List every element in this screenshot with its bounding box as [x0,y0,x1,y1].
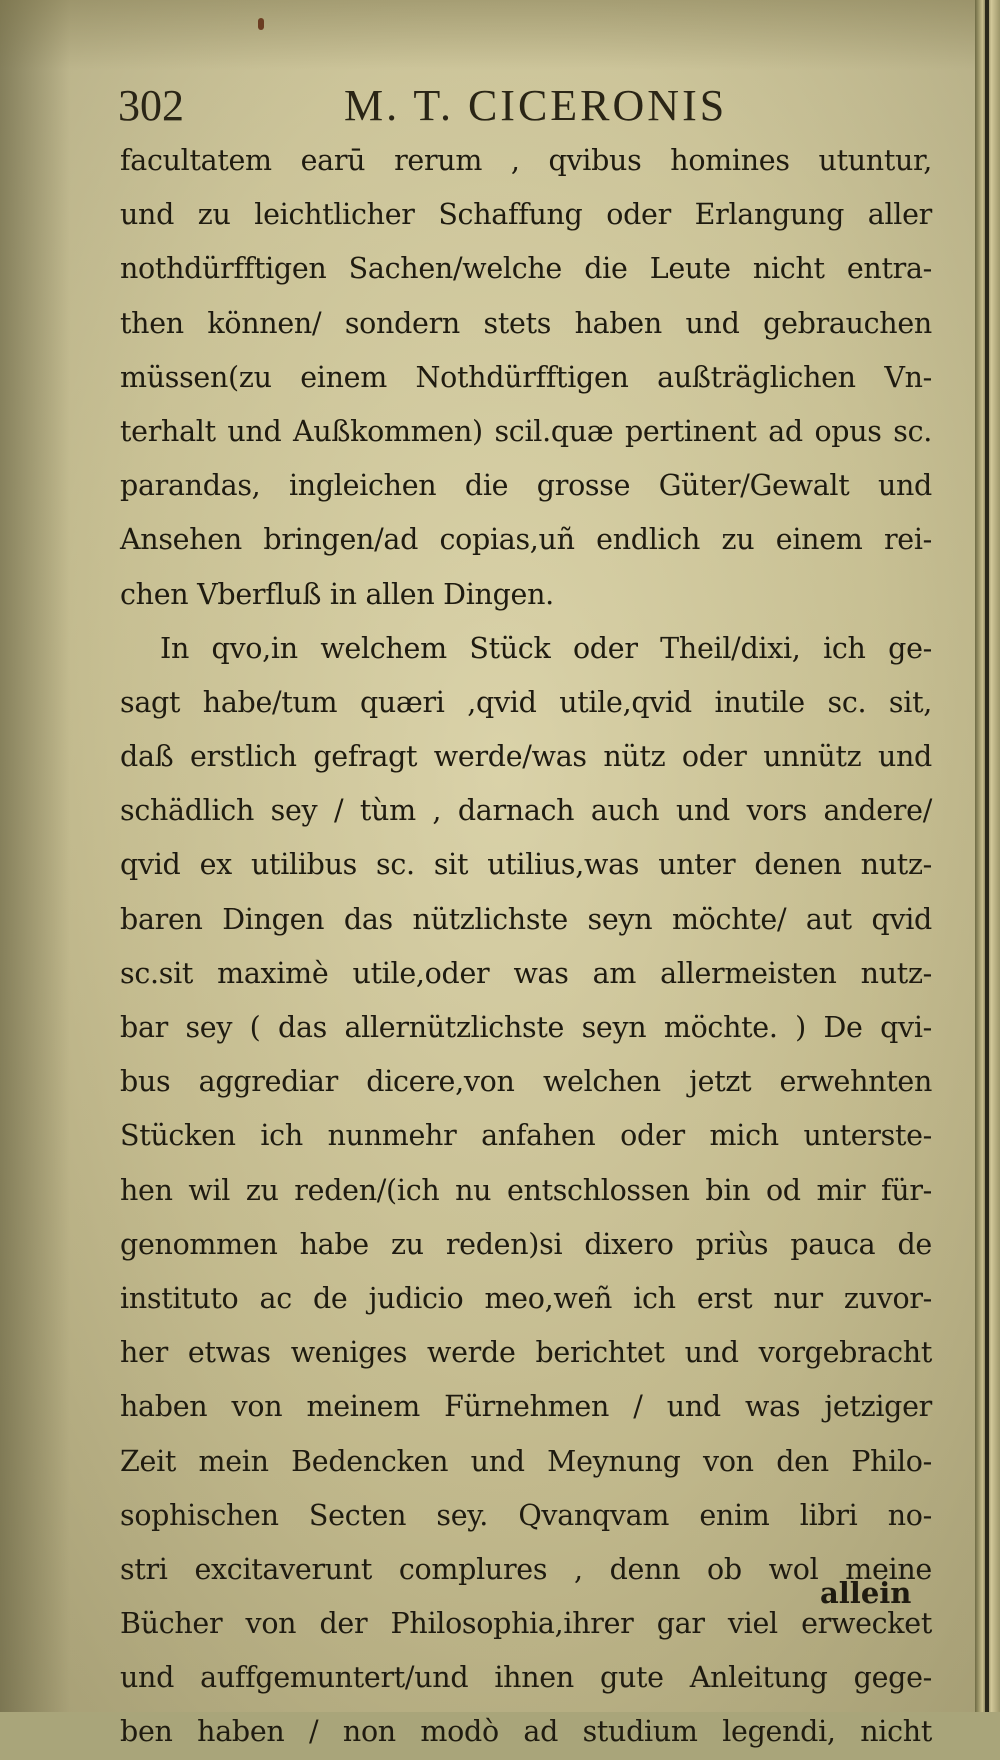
text-line: then können/ sondern stets haben und gebrauchen [120,306,932,340]
paragraph-start-line: In qvo,in welchem Stück oder Theil/dixi, ich ge- [160,631,932,665]
text-line: stri excitaverunt complures , denn ob wol meine [120,1552,932,1586]
text-line: sc.sit maximè utile,oder was am allermeisten nutz- [120,956,932,990]
text-line: Stücken ich nunmehr anfahen oder mich unterste- [120,1119,932,1153]
text-line: haben von meinem Fürnehmen / und was jetziger [120,1390,932,1424]
text-line: und auffgemuntert/und ihnen gute Anleitung gege- [120,1661,932,1695]
text-line: instituto ac de judicio meo,weñ ich erst nur zuvor- [120,1281,932,1315]
catchword: allein [820,1576,912,1610]
page-number: 302 [118,81,184,130]
text-line: sophischen Secten sey. Qvanqvam enim libri no- [120,1498,932,1532]
text-line: Ansehen bringen/ad copias,uñ endlich zu einem rei- [120,523,932,557]
page-shadow-top [0,0,1000,70]
page-header [118,80,758,140]
spine-shadow-line [985,0,989,1712]
text-line: Bücher von der Philosophia,ihrer gar viel erwecket [120,1607,932,1641]
text-line: genommen habe zu reden)si dixero priùs pauca de [120,1227,932,1261]
text-line: schädlich sey / tùm , darnach auch und vors andere/ [120,794,932,828]
text-line: bus aggrediar dicere,von welchen jetzt erwehnten [120,1065,932,1099]
text-line: parandas, ingleichen die grosse Güter/Gewalt und [120,469,932,503]
text-line: sagt habe/tum quæri ,qvid utile,qvid inutile sc. sit, [120,685,932,719]
text-line: baren Dingen das nützlichste seyn möchte/ aut qvid [120,902,932,936]
running-title: M. T. CICERONIS [344,81,728,130]
text-line: facultatem earū rerum , qvibus homines utuntur, [120,144,932,177]
text-line: terhalt und Außkommen) scil.quæ pertinent ad opus sc. [120,414,932,448]
text-line: Zeit mein Bedencken und Meynung von den Philo- [120,1444,932,1478]
text-line: qvid ex utilibus sc. sit utilius,was unter denen nutz- [120,848,932,882]
text-line: und zu leichtlicher Schaffung oder Erlangung aller [120,198,932,232]
text-line: müssen(zu einem Nothdürfftigen außträglichen Vn- [120,360,932,394]
text-line: hen wil zu reden/(ich nu entschlossen bin od mir für- [120,1173,932,1207]
page-shadow-left [0,0,70,1712]
text-line: ben haben / non modò ad studium legendi, nicht [120,1715,932,1749]
text-line: nothdürfftigen Sachen/welche die Leute nicht entra- [120,252,932,286]
body-text [120,134,932,1760]
text-line: daß erstlich gefragt werde/was nütz oder unnütz und [120,740,932,774]
text-line: chen Vberfluß in allen Dingen. [120,577,554,611]
text-line: bar sey ( das allernützlichste seyn möchte. ) De qvi- [120,1011,932,1044]
text-line: her etwas weniges werde berichtet und vorgebracht [120,1336,932,1370]
ink-mark [258,18,264,30]
